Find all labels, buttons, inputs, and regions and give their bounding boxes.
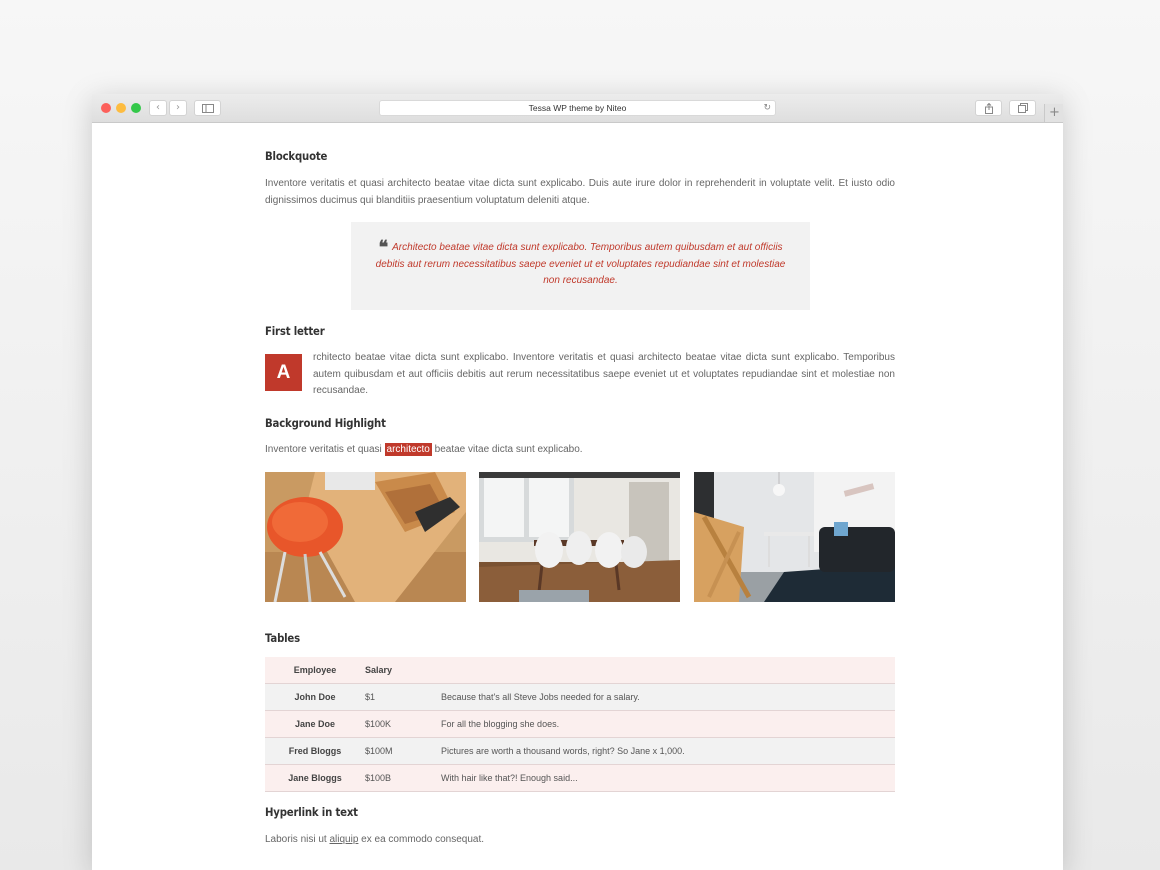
blockquote-text: Architecto beatae vitae dicta sunt explicabo. Temporibus autem quibusdam et aut officiis debitis aut rerum necessitatibus saepe eveniet ut et voluptates repudiandae sint et molestiae non recusandae. xyxy=(375,242,786,286)
tabs-icon xyxy=(1018,103,1028,113)
blockquote xyxy=(351,222,810,310)
plus-icon: + xyxy=(1049,105,1060,120)
table-row xyxy=(265,738,895,765)
employee-name: Jane Doe xyxy=(294,719,336,729)
back-button[interactable] xyxy=(149,100,167,116)
employee-name: Fred Bloggs xyxy=(288,746,342,756)
browser-window xyxy=(92,94,1063,870)
employee-salary: $100K xyxy=(365,719,392,729)
column-header-employee: Employee xyxy=(293,665,337,675)
employee-note: Pictures are worth a thousand words, right? So Jane x 1,000. xyxy=(441,746,685,756)
employee-note: Because that's all Steve Jobs needed for a salary. xyxy=(441,692,640,702)
share-button[interactable] xyxy=(975,100,1002,116)
chevron-left-icon: ‹ xyxy=(156,102,160,113)
highlight-before: Inventore veritatis et quasi xyxy=(265,444,385,455)
forward-button[interactable] xyxy=(169,100,187,116)
employee-name: John Doe xyxy=(294,692,336,702)
close-window-button[interactable] xyxy=(101,103,111,113)
hyperlink-before: Laboris nisi ut xyxy=(265,834,330,845)
employee-salary: $100M xyxy=(365,746,393,756)
highlighted-word: architecto xyxy=(386,444,430,455)
gallery-image-living-room xyxy=(694,472,895,602)
table-row xyxy=(265,684,895,711)
employee-name: Jane Bloggs xyxy=(288,773,342,783)
table-row xyxy=(265,765,895,792)
first-letter-text: rchitecto beatae vitae dicta sunt explicabo. Inventore veritatis et quasi architecto beatae vitae dicta sunt explicabo. Temporibus autem quibusdam et aut officiis debitis aut rerum necessitatibus saepe eveniet ut et voluptates repudiandae sint et molestiae non recusandae. xyxy=(313,352,895,396)
column-header-notes xyxy=(441,657,895,684)
highlight-after: beatae vitae dicta sunt explicabo. xyxy=(431,444,583,455)
employee-table xyxy=(265,657,895,792)
address-bar[interactable] xyxy=(379,100,776,116)
new-tab-button[interactable] xyxy=(1044,104,1063,122)
inline-link[interactable]: aliquip xyxy=(329,834,359,845)
highlight-heading: Background Highlight xyxy=(265,416,386,430)
table-header-row xyxy=(265,657,895,684)
table-row xyxy=(265,711,895,738)
tables-heading: Tables xyxy=(265,631,300,645)
gallery-image-desk xyxy=(265,472,466,602)
hyperlink-heading: Hyperlink in text xyxy=(265,805,358,819)
hyperlink-after: ex ea commodo consequat. xyxy=(358,834,485,845)
column-header-salary: Salary xyxy=(365,665,393,675)
quote-icon: ❝ xyxy=(378,237,389,258)
employee-note: For all the blogging she does. xyxy=(441,719,560,729)
page-title: Tessa WP theme by Niteo xyxy=(528,103,627,113)
share-icon xyxy=(984,103,994,114)
reload-icon[interactable]: ↻ xyxy=(763,103,771,113)
sidebar-toggle-button[interactable] xyxy=(194,100,221,116)
maximize-window-button[interactable] xyxy=(131,103,141,113)
chevron-right-icon: › xyxy=(176,102,180,113)
minimize-window-button[interactable] xyxy=(116,103,126,113)
employee-salary: $1 xyxy=(365,692,376,702)
hyperlink-paragraph xyxy=(265,832,895,849)
employee-salary: $100B xyxy=(365,773,392,783)
tabs-overview-button[interactable] xyxy=(1009,100,1036,116)
first-letter-heading: First letter xyxy=(265,324,325,338)
drop-cap: A xyxy=(265,354,302,391)
blockquote-heading: Blockquote xyxy=(265,149,328,163)
highlight-paragraph xyxy=(265,442,895,459)
browser-toolbar xyxy=(92,94,1063,123)
gallery-image-dining-room xyxy=(479,472,680,602)
employee-note: With hair like that?! Enough said... xyxy=(441,773,578,783)
sidebar-icon xyxy=(202,104,214,113)
blockquote-intro: Inventore veritatis et quasi architecto beatae vitae dicta sunt explicabo. Duis aute irure dolor in reprehenderit in voluptate velit. Et iusto odio dignissimos ducimus qui blanditiis praesentium voluptatum deleniti atque. xyxy=(265,178,895,206)
